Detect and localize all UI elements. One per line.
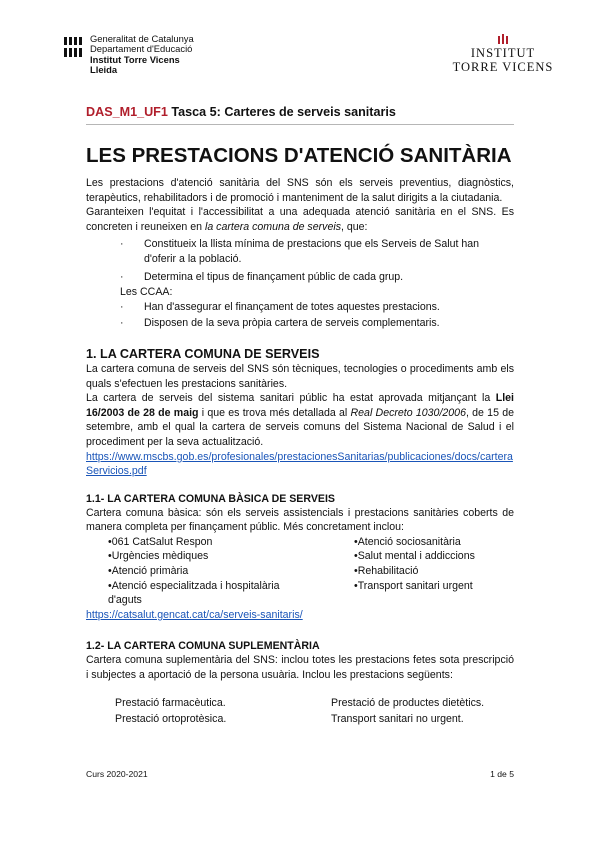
- institute-logo-line2: TORRE VICENS: [452, 60, 554, 74]
- bullet-icon: ·: [120, 300, 124, 313]
- prestacions-columns: [86, 695, 514, 727]
- text-run: , de 15 de setembre, amb el qual la cartera de serveis comuns del Sistema Nacional de Salud i el procediment per la seva actualització.: [86, 406, 514, 448]
- emphasis-text: la cartera comuna de serveis: [204, 220, 341, 233]
- list-item-text: Determina el tipus de finançament públic de cada grup.: [144, 270, 404, 283]
- bullet-icon: ·: [120, 317, 124, 330]
- ccaa-label: Les CCAA:: [120, 286, 173, 299]
- list-item: Prestació de productes dietètics.: [331, 696, 485, 709]
- footer-course: Curs 2020-2021: [86, 769, 148, 779]
- list-item: [86, 300, 514, 315]
- tower-icon: [497, 34, 509, 44]
- page-title: LES PRESTACIONS D'ATENCIÓ SANITÀRIA: [86, 144, 512, 167]
- list-item: Prestació ortoprotèsica.: [115, 712, 227, 725]
- list-item: •Atenció primària: [108, 565, 189, 578]
- list-item: [86, 270, 514, 285]
- org-line: Institut Torre Vicens: [90, 53, 180, 65]
- section-heading: 1. LA CARTERA COMUNA DE SERVEIS: [86, 346, 320, 361]
- course-code: DAS_M1_UF1: [86, 105, 168, 119]
- intro-paragraph: Les prestacions d'atenció sanitària del SNS són els serveis preventius, diagnòstics, terapèutics, rehabilitadors i de promoció i manteniment de la salut dirigits a la ciutadania.: [86, 177, 514, 204]
- list-item: •Urgències mèdiques: [108, 550, 209, 563]
- document-body: [86, 176, 514, 727]
- bullet-icon: ·: [120, 238, 124, 251]
- subsection-heading: 1.1- LA CARTERA COMUNA BÀSICA DE SERVEIS: [86, 492, 335, 505]
- catsalut-link[interactable]: https://catsalut.gencat.cat/ca/serveis-sanitaris/: [86, 608, 303, 621]
- list-item: •Transport sanitari urgent: [354, 579, 473, 592]
- generalitat-logo-icon: [62, 36, 84, 58]
- text-run: La cartera de serveis del sistema sanitari públic ha estat aprovada mitjançant la: [86, 392, 496, 405]
- prestacions-right-column: [331, 695, 511, 727]
- link-line: [86, 450, 514, 479]
- list-item: Transport sanitari no urgent.: [331, 712, 464, 725]
- institute-logo-line1: INSTITUT: [470, 46, 536, 60]
- subsection-paragraph: Cartera comuna suplementària del SNS: inclou totes les prestacions fetes sota prescripció i subjectes a aportació de la persona usuària. Inclou les prestacions següents:: [86, 654, 514, 682]
- footer-page-number: 1 de 5: [490, 769, 514, 779]
- services-columns: [86, 535, 514, 608]
- list-item: [86, 237, 514, 266]
- list-item-text: Han d'assegurar el finançament de totes aquestes prestacions.: [144, 300, 440, 313]
- organization-block: [90, 34, 194, 76]
- prestacions-left-column: [86, 695, 331, 727]
- list-item: •Rehabilitació: [354, 565, 419, 578]
- text-run: i que es trova més detallada al: [198, 406, 351, 419]
- header-divider: [86, 124, 514, 125]
- list-item: •Atenció especialitzada i hospitalària d'aguts: [108, 579, 280, 607]
- org-line: Generalitat de Catalunya: [90, 33, 194, 44]
- document-header: [86, 104, 514, 120]
- subsection-heading: 1.2- LA CARTERA COMUNA SUPLEMENTÀRIA: [86, 640, 320, 653]
- task-title: Tasca 5: Carteres de serveis sanitaris: [167, 105, 396, 119]
- services-right-column: [298, 535, 544, 608]
- list-item: Prestació farmacèutica.: [115, 696, 226, 709]
- institute-logo: [448, 34, 558, 74]
- decree-reference: Real Decreto 1030/2006: [350, 406, 466, 419]
- list-item: •Atenció sociosanitària: [354, 535, 461, 548]
- list-item-text: Constitueix la llista mínima de prestacions que els Serveis de Salut han d'oferir a la població.: [144, 238, 480, 265]
- list-item: •061 CatSalut Respon: [108, 535, 213, 548]
- org-line: Lleida: [90, 64, 118, 76]
- list-item-text: Disposen de la seva pròpia cartera de serveis complementaris.: [144, 317, 440, 330]
- intro-paragraph-2: [86, 205, 514, 234]
- text-run: , que:: [341, 220, 368, 233]
- cartera-pdf-link[interactable]: https://www.mscbs.gob.es/profesionales/prestacionesSanitarias/publicaciones/docs/carteraServicios.pdf: [86, 450, 513, 478]
- services-left-column: [86, 535, 298, 608]
- subsection-paragraph: Cartera comuna bàsica: són els serveis assistencials i prestacions sanitàries coberts de manera completa per finançament públic. Més concretament inclou:: [86, 506, 514, 534]
- text-run: Garanteixen l'equitat i l'accessibilitat a una adequada atenció sanitària en el SNS. Es concreten i reuneixen en: [86, 206, 514, 233]
- link-line: [86, 608, 514, 623]
- list-item: [86, 316, 514, 331]
- section-paragraph-law: [86, 391, 514, 449]
- law-reference: Llei 16/2003 de 28 de maig: [86, 392, 514, 419]
- list-item: •Salut mental i addiccions: [354, 550, 475, 563]
- bullet-icon: ·: [120, 270, 124, 283]
- org-line: Departament d'Educació: [90, 43, 193, 55]
- section-paragraph: La cartera comuna de serveis del SNS són tècniques, tecnologies o procediments amb els quals s'efectuen les prestacions sanitàries.: [86, 362, 514, 390]
